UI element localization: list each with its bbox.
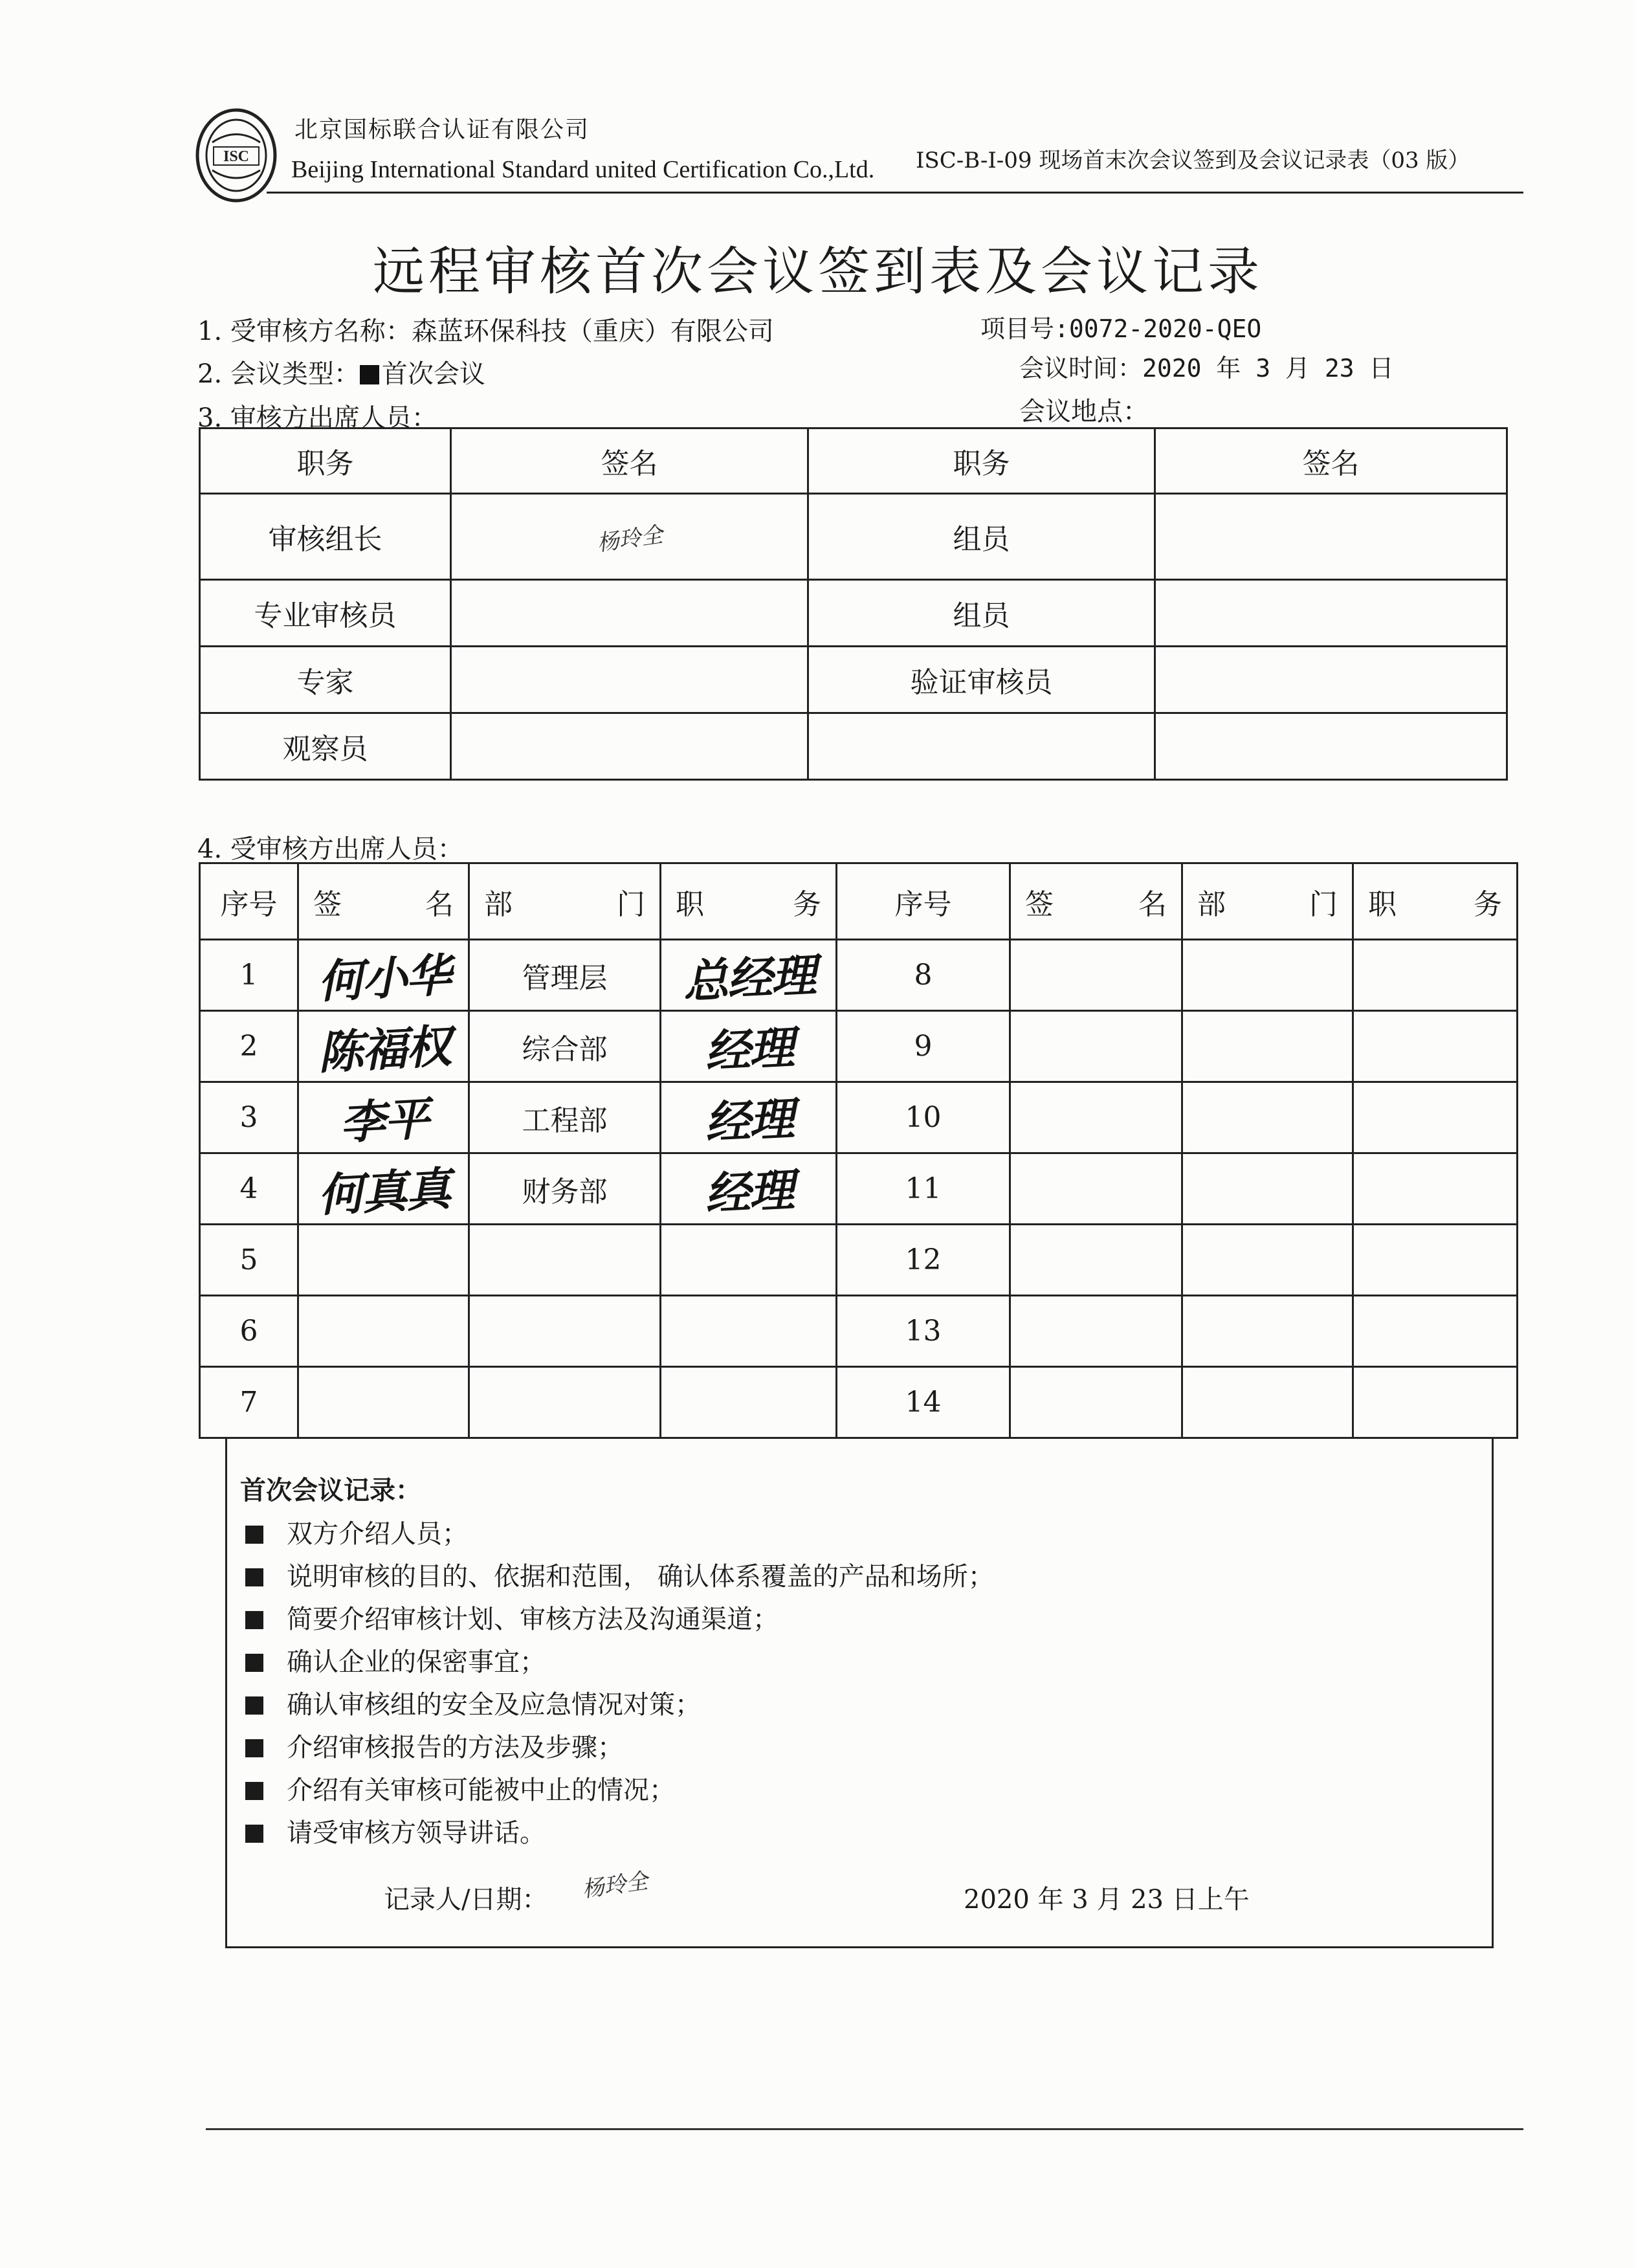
table-row xyxy=(200,494,1507,580)
department-cell xyxy=(469,1367,661,1438)
recorder-line xyxy=(384,1868,650,1916)
signature-cell xyxy=(1010,1367,1182,1438)
row-number: 3 xyxy=(200,1082,298,1153)
signature-cell xyxy=(1155,713,1507,780)
column-header: 签名 xyxy=(1155,428,1507,494)
checked-box-icon xyxy=(245,1825,263,1843)
meeting-type-line xyxy=(197,353,485,390)
handwritten-title: 经理 xyxy=(703,1021,794,1079)
row-number: 5 xyxy=(200,1225,298,1296)
record-item: 介绍审核报告的方法及步骤； xyxy=(245,1727,623,1764)
meeting-time: 会议时间：2020 年 3 月 23 日 xyxy=(1019,354,1394,383)
column-header: 签名 xyxy=(298,863,469,940)
table-row xyxy=(200,1082,1518,1153)
form-code: ISC-B-I-09 现场首末次会议签到及会议记录表（03 版） xyxy=(916,148,1470,173)
handwritten-signature: 何真真 xyxy=(316,1162,451,1223)
signature-cell xyxy=(1155,647,1507,713)
checked-box-icon xyxy=(245,1568,263,1586)
signature-cell xyxy=(1010,1225,1182,1296)
column-header: 序号 xyxy=(200,863,298,940)
department-cell: 综合部 xyxy=(469,1011,661,1082)
handwritten-signature: 杨玲全 xyxy=(595,521,665,557)
signature-cell xyxy=(298,1011,469,1082)
column-header: 部门 xyxy=(1182,863,1353,940)
row-number: 8 xyxy=(837,940,1010,1011)
record-item: 说明审核的目的、依据和范围， 确认体系覆盖的产品和场所； xyxy=(245,1556,994,1593)
role-cell: 观察员 xyxy=(200,713,451,780)
footer-rule xyxy=(206,2128,1523,2130)
signature-cell xyxy=(298,1153,469,1225)
checked-box-icon xyxy=(245,1782,263,1800)
row-number: 10 xyxy=(837,1082,1010,1153)
department-cell xyxy=(1182,1296,1353,1367)
handwritten-signature: 李平 xyxy=(338,1092,429,1150)
auditee-attendees-label: 4. 受审核方出席人员： xyxy=(197,834,463,864)
signature-cell xyxy=(1010,1153,1182,1225)
auditor-attendance-table xyxy=(199,427,1508,781)
table-row xyxy=(200,1296,1518,1367)
row-number: 7 xyxy=(200,1367,298,1438)
auditee-attendance-table xyxy=(199,862,1518,1439)
title-cell xyxy=(661,1225,837,1296)
meeting-type-value: 首次会议 xyxy=(381,359,485,389)
column-header: 职务 xyxy=(1353,863,1518,940)
recorder-label: 记录人/日期： xyxy=(384,1885,548,1915)
signature-cell xyxy=(451,580,808,647)
role-cell: 验证审核员 xyxy=(808,647,1155,713)
handwritten-signature: 杨玲全 xyxy=(580,1868,650,1903)
auditor-attendees-label: 3. 审核方出席人员： xyxy=(197,403,437,433)
role-cell: 专家 xyxy=(200,647,451,713)
record-title: 首次会议记录： xyxy=(240,1476,421,1506)
column-header: 部门 xyxy=(469,863,661,940)
meeting-record-box xyxy=(225,1437,1494,1948)
role-cell: 专业审核员 xyxy=(200,580,451,647)
record-item: 介绍有关审核可能被中止的情况； xyxy=(245,1770,675,1807)
table-row xyxy=(200,713,1507,780)
title-cell xyxy=(661,1296,837,1367)
table-row xyxy=(200,580,1507,647)
table-header-row xyxy=(200,863,1518,940)
column-header: 职务 xyxy=(661,863,837,940)
title-cell xyxy=(661,1153,837,1225)
department-cell: 财务部 xyxy=(469,1153,661,1225)
table-row xyxy=(200,1153,1518,1225)
row-number: 13 xyxy=(837,1296,1010,1367)
row-number: 4 xyxy=(200,1153,298,1225)
column-header: 职务 xyxy=(808,428,1155,494)
signature-cell xyxy=(1010,1011,1182,1082)
title-cell xyxy=(661,1367,837,1438)
header-rule xyxy=(267,192,1523,194)
role-cell xyxy=(808,713,1155,780)
checked-box-icon xyxy=(245,1611,263,1629)
title-cell xyxy=(1353,1082,1518,1153)
department-cell xyxy=(1182,1082,1353,1153)
handwritten-title: 总经理 xyxy=(681,948,816,1009)
title-cell xyxy=(661,1011,837,1082)
meeting-type-label: 2. 会议类型： xyxy=(197,359,360,389)
title-cell xyxy=(1353,1296,1518,1367)
checked-box-icon xyxy=(245,1739,263,1757)
record-item: 简要介绍审核计划、审核方法及沟通渠道； xyxy=(245,1599,779,1636)
record-item: 确认审核组的安全及应急情况对策； xyxy=(245,1684,701,1721)
row-number: 2 xyxy=(200,1011,298,1082)
department-cell xyxy=(1182,1225,1353,1296)
company-seal-logo xyxy=(194,107,278,204)
signature-cell xyxy=(1155,580,1507,647)
table-row xyxy=(200,1225,1518,1296)
column-header: 签名 xyxy=(1010,863,1182,940)
column-header: 职务 xyxy=(200,428,451,494)
title-cell xyxy=(1353,1011,1518,1082)
title-cell xyxy=(661,1082,837,1153)
table-row xyxy=(200,940,1518,1011)
role-cell: 组员 xyxy=(808,494,1155,580)
title-cell xyxy=(1353,1153,1518,1225)
department-cell xyxy=(1182,940,1353,1011)
handwritten-title: 经理 xyxy=(703,1163,794,1221)
row-number: 11 xyxy=(837,1153,1010,1225)
signature-cell xyxy=(1010,1082,1182,1153)
handwritten-title: 经理 xyxy=(703,1092,794,1150)
signature-cell xyxy=(298,1225,469,1296)
role-cell: 组员 xyxy=(808,580,1155,647)
document-title: 远程审核首次会议签到表及会议记录 xyxy=(373,241,1263,302)
signature-cell xyxy=(298,1367,469,1438)
department-cell: 工程部 xyxy=(469,1082,661,1153)
checked-box-icon xyxy=(245,1696,263,1715)
signature-cell xyxy=(1010,1296,1182,1367)
signature-cell xyxy=(451,494,808,580)
company-name-en: Beijing International Standard united Certification Co.,Ltd. xyxy=(291,156,875,183)
row-number: 12 xyxy=(837,1225,1010,1296)
row-number: 14 xyxy=(837,1367,1010,1438)
signature-cell xyxy=(1010,940,1182,1011)
row-number: 1 xyxy=(200,940,298,1011)
table-row xyxy=(200,1011,1518,1082)
department-cell xyxy=(469,1225,661,1296)
department-cell: 管理层 xyxy=(469,940,661,1011)
record-item: 确认企业的保密事宜； xyxy=(245,1641,546,1678)
project-number: 项目号:0072-2020-QEO xyxy=(980,315,1262,343)
table-row xyxy=(200,647,1507,713)
record-item: 双方介绍人员； xyxy=(245,1513,468,1550)
record-item: 请受审核方领导讲话。 xyxy=(245,1812,546,1849)
meeting-place: 会议地点： xyxy=(1019,397,1149,427)
signature-cell xyxy=(298,1296,469,1367)
record-date: 2020 年 3 月 23 日上午 xyxy=(964,1885,1250,1915)
checked-box-icon xyxy=(245,1654,263,1672)
table-header-row xyxy=(200,428,1507,494)
row-number: 9 xyxy=(837,1011,1010,1082)
department-cell xyxy=(1182,1011,1353,1082)
signature-cell xyxy=(1155,494,1507,580)
column-header: 序号 xyxy=(837,863,1010,940)
role-cell: 审核组长 xyxy=(200,494,451,580)
logo-text: ISC xyxy=(223,148,250,165)
title-cell xyxy=(1353,1367,1518,1438)
signature-cell xyxy=(451,713,808,780)
signature-cell xyxy=(298,1082,469,1153)
row-number: 6 xyxy=(200,1296,298,1367)
department-cell xyxy=(469,1296,661,1367)
checked-box-icon xyxy=(360,365,379,384)
table-row xyxy=(200,1367,1518,1438)
handwritten-signature: 何小华 xyxy=(316,948,451,1009)
department-cell xyxy=(1182,1367,1353,1438)
signature-cell xyxy=(298,940,469,1011)
title-cell xyxy=(661,940,837,1011)
company-name-cn: 北京国标联合认证有限公司 xyxy=(294,117,590,143)
handwritten-signature: 陈福权 xyxy=(316,1019,451,1080)
checked-box-icon xyxy=(245,1526,263,1544)
title-cell xyxy=(1353,940,1518,1011)
auditee-name-line: 1. 受审核方名称：森蓝环保科技（重庆）有限公司 xyxy=(197,317,774,346)
department-cell xyxy=(1182,1153,1353,1225)
title-cell xyxy=(1353,1225,1518,1296)
column-header: 签名 xyxy=(451,428,808,494)
signature-cell xyxy=(451,647,808,713)
